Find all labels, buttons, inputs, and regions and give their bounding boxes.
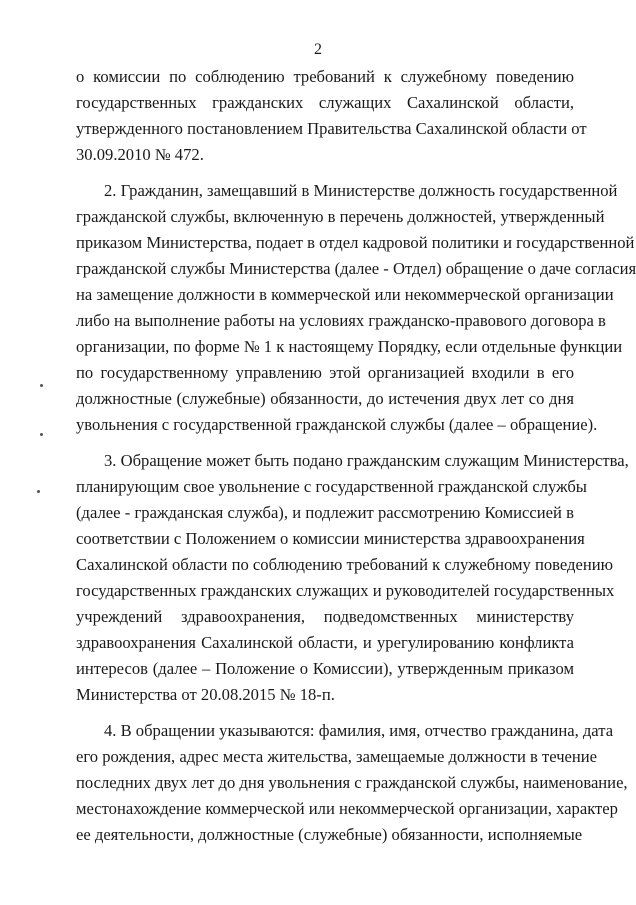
text-line: по государственному управлению этой организацией входили в его <box>76 363 574 382</box>
text-line: учреждений здравоохранения, подведомственных министерству <box>76 607 574 626</box>
text-line: здравоохранения Сахалинской области, и урегулированию конфликта <box>76 633 574 652</box>
text-line: планирующим свое увольнение с государственной гражданской службы <box>76 477 587 496</box>
text-line: государственных гражданских служащих Сахалинской области, <box>76 93 574 112</box>
text-line: гражданской службы Министерства (далее - Отдел) обращение о даче согласия <box>76 259 636 278</box>
scan-speck <box>37 490 40 493</box>
text-line: утвержденного постановлением Правительства Сахалинской области от <box>76 119 587 138</box>
text-line: его рождения, адрес места жительства, замещаемые должности в течение <box>76 747 598 766</box>
text-line: должностные (служебные) обязанности, до истечения двух лет со дня <box>76 389 574 408</box>
paragraph-3-first-line: 3. Обращение может быть подано гражданским служащим Министерства, <box>104 451 629 470</box>
text-line: последних двух лет до дня увольнения с гражданской службы, наименование, <box>76 773 628 792</box>
text-line: Сахалинской области по соблюдению требований к служебному поведению <box>76 555 614 574</box>
text-line: интересов (далее – Положение о Комиссии), утвержденным приказом <box>76 659 574 678</box>
text-line: о комиссии по соблюдению требований к служебному поведению <box>76 67 574 86</box>
paragraph-4-first-line: 4. В обращении указываются: фамилия, имя, отчество гражданина, дата <box>104 721 614 740</box>
text-line: на замещение должности в коммерческой или некоммерческой организации <box>76 285 614 304</box>
text-line: 30.09.2010 № 472. <box>76 145 204 164</box>
text-line: государственных гражданских служащих и руководителей государственных <box>76 581 615 600</box>
scan-speck <box>40 433 43 436</box>
text-line: увольнения с государственной гражданской службы (далее – обращение). <box>76 415 598 434</box>
text-line: ее деятельности, должностные (служебные) обязанности, исполняемые <box>76 825 583 844</box>
text-line: местонахождение коммерческой или некоммерческой организации, характер <box>76 799 618 818</box>
text-line: либо на выполнение работы на условиях гражданско-правового договора в <box>76 311 606 330</box>
text-line: соответствии с Положением о комиссии министерства здравоохранения <box>76 529 585 548</box>
text-line: гражданской службы, включенную в перечень должностей, утвержденный <box>76 207 605 226</box>
text-line: организации, по форме № 1 к настоящему Порядку, если отдельные функции <box>76 337 623 356</box>
text-line: (далее - гражданская служба), и подлежит рассмотрению Комиссией в <box>76 503 574 522</box>
text-line: Министерства от 20.08.2015 № 18-п. <box>76 685 335 704</box>
paragraph-2-first-line: 2. Гражданин, замещавший в Министерстве должность государственной <box>104 181 618 200</box>
scan-speck <box>40 384 43 387</box>
text-line: приказом Министерства, подает в отдел кадровой политики и государственной <box>76 233 635 252</box>
page-number: 2 <box>314 41 322 58</box>
